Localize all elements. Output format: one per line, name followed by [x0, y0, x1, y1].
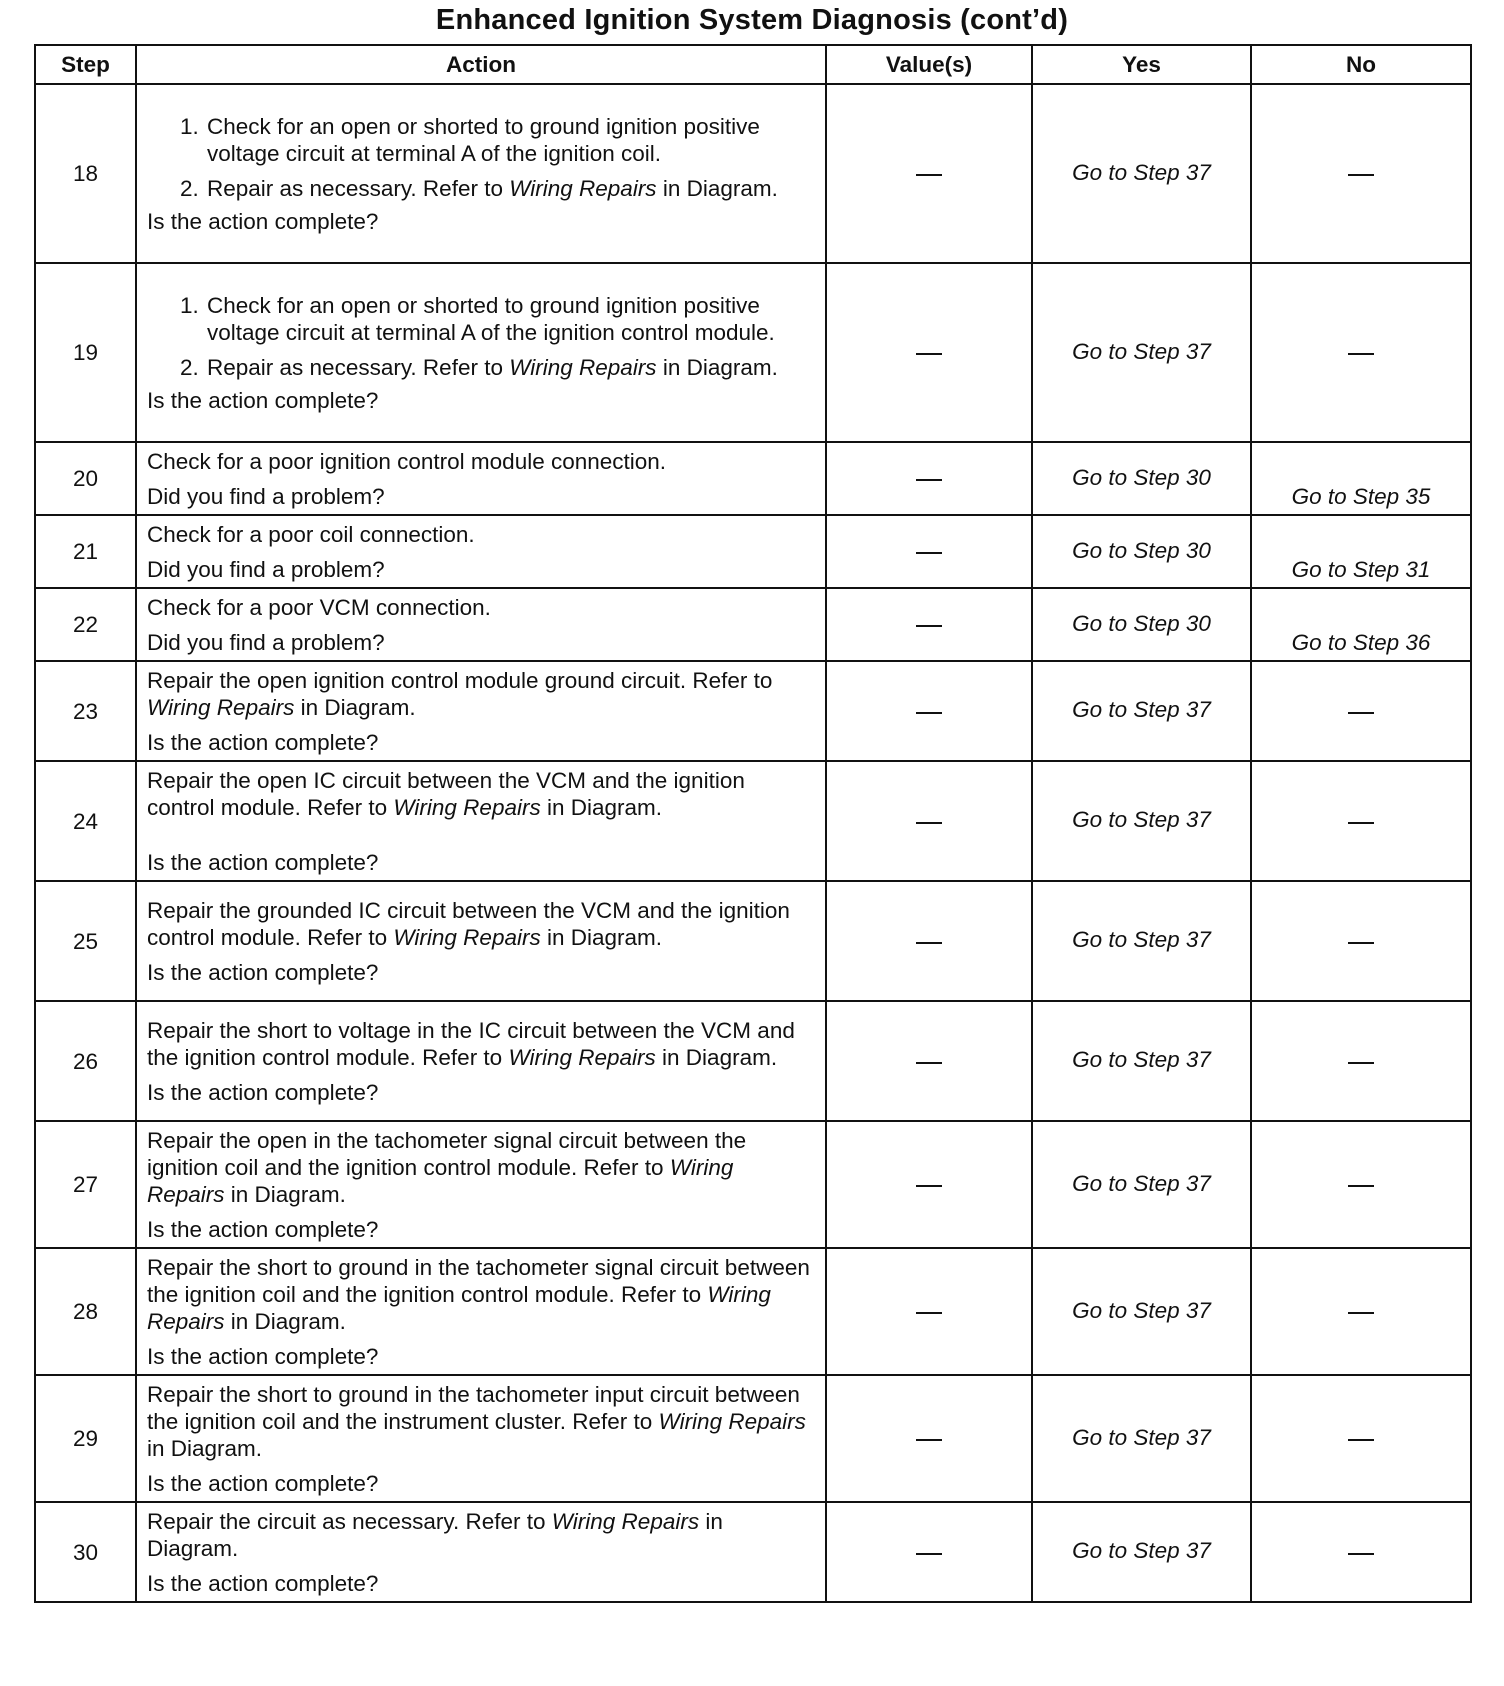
no-cell	[1251, 263, 1471, 442]
action-question: Is the action complete?	[147, 1217, 379, 1242]
action-text-emphasis: Wiring Repairs	[658, 1409, 806, 1434]
table-row	[35, 1502, 1471, 1602]
value-cell	[826, 442, 1032, 515]
table-row	[35, 84, 1471, 263]
value-cell	[826, 761, 1032, 881]
action-text-emphasis: Wiring Repairs	[147, 1155, 734, 1207]
action-question: Is the action complete?	[147, 960, 379, 985]
value-cell	[826, 588, 1032, 661]
action-step: 1. Check for an open or shorted to ground ignition positive voltage circuit at terminal A of the ignition coil.	[205, 113, 815, 167]
header-action: Action	[136, 45, 826, 84]
value-cell	[826, 1121, 1032, 1248]
table-row	[35, 515, 1471, 588]
action-cell	[136, 1502, 826, 1602]
no-dash	[1348, 712, 1374, 714]
table-row	[35, 588, 1471, 661]
action-question: Did you find a problem?	[147, 557, 385, 582]
table-row	[35, 1121, 1471, 1248]
action-steps-list	[147, 113, 815, 202]
value-cell	[826, 881, 1032, 1001]
no-dash	[1348, 1439, 1374, 1441]
yes-cell: Go to Step 37	[1032, 761, 1251, 881]
value-dash	[916, 552, 942, 554]
value-dash	[916, 1439, 942, 1441]
action-step: 2. Repair as necessary. Refer to Wiring Repairs in Diagram.	[205, 354, 815, 381]
no-dash	[1348, 1312, 1374, 1314]
action-text: Repair the short to voltage in the IC circuit between the VCM and the ignition control module. Refer to Wiring Repairs in Diagram.	[147, 1018, 795, 1070]
yes-cell: Go to Step 37	[1032, 263, 1251, 442]
header-values: Value(s)	[826, 45, 1032, 84]
yes-cell: Go to Step 37	[1032, 84, 1251, 263]
table-row	[35, 1375, 1471, 1502]
table-row	[35, 442, 1471, 515]
action-cell	[136, 761, 826, 881]
no-dash	[1348, 1062, 1374, 1064]
no-dash	[1348, 1553, 1374, 1555]
value-dash	[916, 174, 942, 176]
table-header-row	[35, 45, 1471, 84]
action-cell	[136, 661, 826, 761]
step-number: 30	[35, 1502, 136, 1602]
action-cell	[136, 881, 826, 1001]
action-step: 2. Repair as necessary. Refer to Wiring Repairs in Diagram.	[205, 175, 815, 202]
action-text: Repair the open ignition control module ground circuit. Refer to Wiring Repairs in Diagram.	[147, 668, 773, 720]
step-number: 23	[35, 661, 136, 761]
action-text-emphasis: Wiring Repairs	[551, 1509, 700, 1534]
action-text-emphasis: Wiring Repairs	[393, 795, 541, 820]
action-cell	[136, 588, 826, 661]
yes-cell: Go to Step 37	[1032, 1375, 1251, 1502]
value-dash	[916, 479, 942, 481]
action-text: Repair the short to ground in the tachometer input circuit between the ignition coil and the instrument cluster. Refer to Wiring Repairs in Diagram.	[147, 1382, 806, 1461]
value-dash	[916, 1062, 942, 1064]
header-step: Step	[35, 45, 136, 84]
value-dash	[916, 353, 942, 355]
no-cell: Go to Step 35	[1251, 442, 1471, 515]
value-cell	[826, 84, 1032, 263]
action-text: Repair the grounded IC circuit between the VCM and the ignition control module. Refer to Wiring Repairs in Diagram.	[147, 898, 790, 950]
step-number: 18	[35, 84, 136, 263]
table-row	[35, 1001, 1471, 1121]
yes-cell: Go to Step 37	[1032, 661, 1251, 761]
action-text: Repair the circuit as necessary. Refer to Wiring Repairs in Diagram.	[147, 1509, 723, 1561]
action-question: Is the action complete?	[147, 1080, 379, 1105]
page-title: Enhanced Ignition System Diagnosis (cont’d)	[435, 4, 1069, 36]
action-cell	[136, 84, 826, 263]
yes-cell: Go to Step 30	[1032, 515, 1251, 588]
action-cell	[136, 1121, 826, 1248]
value-dash	[916, 625, 942, 627]
yes-cell: Go to Step 37	[1032, 1121, 1251, 1248]
step-number: 24	[35, 761, 136, 881]
header-no: No	[1251, 45, 1471, 84]
value-dash	[916, 822, 942, 824]
action-cell	[136, 1248, 826, 1375]
action-text: Check for a poor VCM connection.	[147, 595, 491, 620]
value-dash	[916, 712, 942, 714]
step-number: 19	[35, 263, 136, 442]
no-cell	[1251, 84, 1471, 263]
yes-cell: Go to Step 37	[1032, 1248, 1251, 1375]
header-yes: Yes	[1032, 45, 1251, 84]
action-text-emphasis: Wiring Repairs	[147, 1282, 771, 1334]
table-row	[35, 263, 1471, 442]
value-cell	[826, 1375, 1032, 1502]
action-text-emphasis: Wiring Repairs	[147, 695, 295, 720]
action-question: Is the action complete?	[147, 1471, 379, 1496]
step-number: 28	[35, 1248, 136, 1375]
value-cell	[826, 515, 1032, 588]
yes-cell: Go to Step 37	[1032, 1001, 1251, 1121]
value-cell	[826, 1001, 1032, 1121]
no-dash	[1348, 1185, 1374, 1187]
no-dash	[1348, 353, 1374, 355]
table-row	[35, 661, 1471, 761]
no-cell	[1251, 661, 1471, 761]
no-cell	[1251, 1248, 1471, 1375]
step-number: 27	[35, 1121, 136, 1248]
table-row	[35, 881, 1471, 1001]
action-question: Is the action complete?	[147, 730, 379, 755]
value-dash	[916, 1553, 942, 1555]
no-cell: Go to Step 36	[1251, 588, 1471, 661]
value-dash	[916, 1185, 942, 1187]
no-dash	[1348, 174, 1374, 176]
table-row	[35, 1248, 1471, 1375]
action-question: Is the action complete?	[147, 388, 379, 413]
action-cell	[136, 263, 826, 442]
action-text: Check for a poor coil connection.	[147, 522, 475, 547]
action-cell	[136, 1375, 826, 1502]
step-number: 25	[35, 881, 136, 1001]
action-text: Check for a poor ignition control module connection.	[147, 449, 667, 474]
value-cell	[826, 661, 1032, 761]
no-dash	[1348, 822, 1374, 824]
action-question: Did you find a problem?	[147, 484, 385, 509]
action-question: Is the action complete?	[147, 850, 379, 875]
action-question: Is the action complete?	[147, 209, 379, 234]
no-cell: Go to Step 31	[1251, 515, 1471, 588]
action-steps-list	[147, 292, 815, 381]
step-number: 26	[35, 1001, 136, 1121]
action-question: Is the action complete?	[147, 1571, 379, 1596]
value-dash	[916, 942, 942, 944]
step-number: 29	[35, 1375, 136, 1502]
no-cell	[1251, 761, 1471, 881]
step-number: 21	[35, 515, 136, 588]
no-cell	[1251, 1001, 1471, 1121]
action-step-emphasis: Wiring Repairs	[509, 355, 657, 380]
action-cell	[136, 442, 826, 515]
diagnosis-table	[34, 44, 1472, 1603]
yes-cell: Go to Step 37	[1032, 1502, 1251, 1602]
action-text: Repair the short to ground in the tachometer signal circuit between the ignition coil and the ignition control module. Refer to Wiring Repairs in Diagram.	[147, 1255, 810, 1334]
action-question: Did you find a problem?	[147, 630, 385, 655]
yes-cell: Go to Step 30	[1032, 588, 1251, 661]
action-cell	[136, 1001, 826, 1121]
yes-cell: Go to Step 30	[1032, 442, 1251, 515]
action-text-emphasis: Wiring Repairs	[508, 1045, 656, 1070]
value-cell	[826, 1502, 1032, 1602]
step-number: 20	[35, 442, 136, 515]
no-cell	[1251, 881, 1471, 1001]
no-cell	[1251, 1502, 1471, 1602]
value-cell	[826, 263, 1032, 442]
action-step: 1. Check for an open or shorted to ground ignition positive voltage circuit at terminal A of the ignition control module.	[205, 292, 815, 346]
table-row	[35, 761, 1471, 881]
no-dash	[1348, 942, 1374, 944]
action-text-emphasis: Wiring Repairs	[393, 925, 541, 950]
action-question: Is the action complete?	[147, 1344, 379, 1369]
no-cell	[1251, 1375, 1471, 1502]
value-cell	[826, 1248, 1032, 1375]
action-text: Repair the open IC circuit between the VCM and the ignition control module. Refer to Wiring Repairs in Diagram.	[147, 768, 745, 820]
no-cell	[1251, 1121, 1471, 1248]
yes-cell: Go to Step 37	[1032, 881, 1251, 1001]
action-step-emphasis: Wiring Repairs	[509, 176, 657, 201]
step-number: 22	[35, 588, 136, 661]
action-cell	[136, 515, 826, 588]
value-dash	[916, 1312, 942, 1314]
action-text: Repair the open in the tachometer signal circuit between the ignition coil and the ignition control module. Refer to Wiring Repairs in Diagram.	[147, 1128, 747, 1207]
